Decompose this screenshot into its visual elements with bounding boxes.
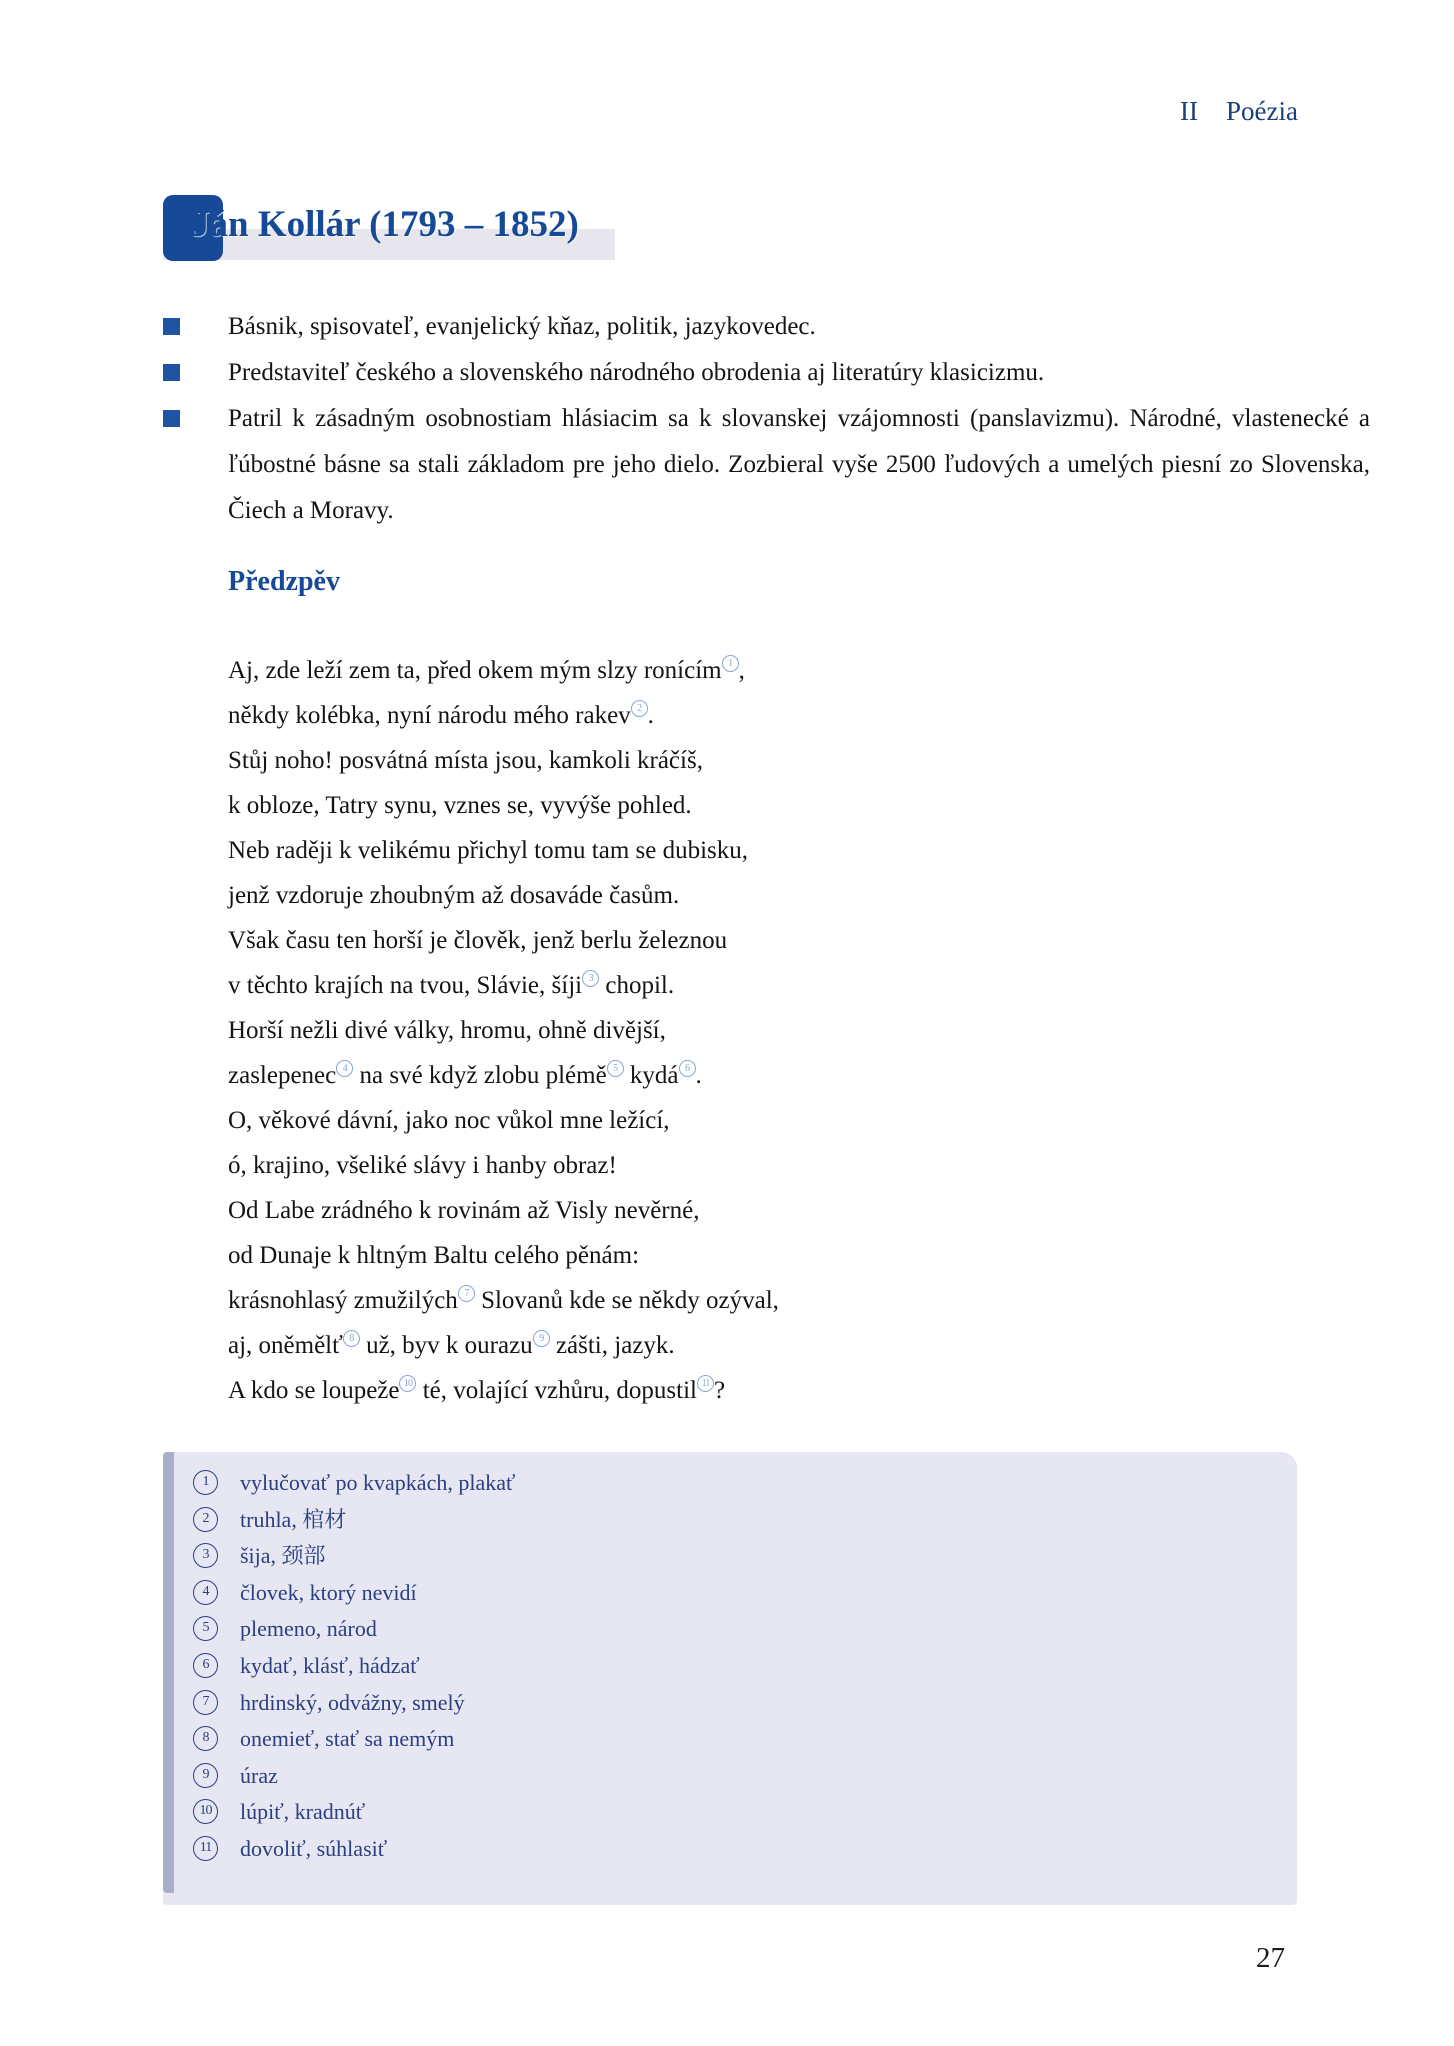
poem-line: aj, oněmělť 8 už, byv k ourazu 9 zášti, jazyk. — [228, 1332, 675, 1359]
poem-line: k obloze, Tatry synu, vznes se, vyvýše pohled. — [228, 792, 692, 819]
footnote-reference: 9 — [533, 1330, 550, 1347]
footnote-item — [193, 1724, 1297, 1761]
footnote-reference: 1 — [722, 655, 739, 672]
bullet-text: Básnik, spisovateľ, evanjelický kňaz, politik, jazykovedec. — [228, 313, 816, 340]
footnote-text: kydať, klásť, hádzať — [240, 1652, 420, 1678]
poem-line: A kdo se loupeže 10 té, volající vzhůru, dopustil 11 ? — [228, 1377, 726, 1404]
footnote-reference: 7 — [458, 1285, 475, 1302]
bullet-item — [163, 350, 1370, 396]
bullet-list — [163, 304, 1370, 534]
poem-line: O, věkové dávní, jako noc vůkol mne ležící, — [228, 1107, 670, 1134]
footnote-box — [163, 1452, 1297, 1905]
section-title: Poézia — [1226, 96, 1298, 126]
page-number: 27 — [1256, 1942, 1285, 1974]
footnote-number-icon: 5 — [193, 1616, 218, 1641]
footnote-number-icon: 10 — [193, 1799, 218, 1824]
footnote-text: vylučovať po kvapkách, plakať — [240, 1470, 516, 1495]
poem-line: Aj, zde leží zem ta, před okem mým slzy ronícím 1 , — [228, 657, 745, 684]
footnote-reference: 2 — [631, 700, 648, 717]
poem-line: Neb raději k velikému přichyl tomu tam se dubisku, — [228, 837, 749, 864]
poem-line: v těchto krajích na tvou, Slávie, šíji 3 chopil. — [228, 972, 675, 999]
footnote-reference: 11 — [697, 1375, 714, 1392]
footnote-text: lúpiť, kradnúť — [240, 1799, 366, 1825]
title-block — [163, 195, 863, 263]
footnote-reference: 8 — [343, 1330, 360, 1347]
footnote-text: onemieť, stať sa nemým — [240, 1726, 455, 1752]
poem-line: Od Labe zrádného k rovinám až Visly nevěrné, — [228, 1197, 700, 1224]
footnote-number-icon: 11 — [193, 1836, 218, 1861]
footnote-item — [193, 1541, 1297, 1578]
bullet-item — [163, 396, 1370, 534]
footnote-item — [193, 1834, 1297, 1871]
bullet-text: Predstaviteľ českého a slovenského národného obrodenia aj literatúry klasicizmu. — [228, 359, 1045, 386]
section-number: II — [1180, 96, 1199, 126]
footnote-number-icon: 7 — [193, 1690, 218, 1715]
footnote-number-icon: 8 — [193, 1726, 218, 1751]
poem — [228, 648, 1378, 1413]
footnote-number-icon: 9 — [193, 1763, 218, 1788]
footnote-number-icon: 4 — [193, 1580, 218, 1605]
footnote-number-icon: 2 — [193, 1507, 218, 1532]
footnote-text: šija, 颈部 — [240, 1543, 326, 1569]
poem-line: zaslepenec 4 na své když zlobu plémě 5 kydá 6 . — [228, 1062, 702, 1089]
footnote-reference: 3 — [582, 970, 599, 987]
poem-line: Horší nežli divé války, hromu, ohně divější, — [228, 1017, 666, 1044]
footnote-box-left-strip — [163, 1452, 174, 1893]
footnote-item — [193, 1614, 1297, 1651]
footnote-item — [193, 1578, 1297, 1615]
footnote-item — [193, 1688, 1297, 1725]
footnote-list — [163, 1452, 1297, 1871]
footnote-item — [193, 1761, 1297, 1798]
footnote-number-icon: 6 — [193, 1653, 218, 1678]
page-header — [0, 96, 1298, 127]
poem-line: Stůj noho! posvátná místa jsou, kamkoli kráčíš, — [228, 747, 703, 774]
footnote-number-icon: 3 — [193, 1543, 218, 1568]
poem-line: jenž vzdoruje zhoubným až dosaváde časům. — [228, 882, 680, 909]
footnote-item — [193, 1505, 1297, 1542]
footnote-reference: 5 — [607, 1060, 624, 1077]
footnote-item — [193, 1468, 1297, 1505]
poem-line: někdy kolébka, nyní národu mého rakev 2 . — [228, 702, 654, 729]
footnote-text: úraz — [240, 1762, 278, 1788]
bullet-square-icon — [163, 318, 180, 335]
poem-line: ó, krajino, všeliké slávy i hanby obraz! — [228, 1152, 617, 1179]
footnote-reference: 10 — [399, 1375, 416, 1392]
bullet-item — [163, 304, 1370, 350]
footnote-text: truhla, 棺材 — [240, 1506, 347, 1532]
footnote-reference: 4 — [336, 1060, 353, 1077]
footnote-text: dovoliť, súhlasiť — [240, 1835, 388, 1861]
page-title: Ján Kollár (1793 – 1852) — [191, 204, 579, 245]
footnote-number-icon: 1 — [193, 1470, 218, 1495]
bullet-square-icon — [163, 410, 180, 427]
poem-line: krásnohlasý zmužilých 7 Slovanů kde se někdy ozýval, — [228, 1287, 779, 1314]
poem-line: od Dunaje k hltným Baltu celého pěnám: — [228, 1242, 640, 1269]
footnote-reference: 6 — [679, 1060, 696, 1077]
footnote-text: človek, ktorý nevidí — [240, 1579, 417, 1605]
poem-heading: Předzpěv — [228, 566, 340, 597]
footnote-item — [193, 1797, 1297, 1834]
footnote-item — [193, 1651, 1297, 1688]
footnote-text: plemeno, národ — [240, 1616, 377, 1642]
poem-line: Však času ten horší je člověk, jenž berlu železnou — [228, 927, 728, 954]
footnote-text: hrdinský, odvážny, smelý — [240, 1689, 465, 1715]
bullet-text: Patril k zásadným osobnostiam hlásiacim sa k slovanskej vzájomnosti (panslavizmu). Národné, vlastenecké a ľúbostné básne sa stali základom pre jeho dielo. Zozbieral vyše 2500 ľudových a umelých piesní zo Slovenska, Čiech a Moravy. — [228, 405, 1370, 524]
bullet-square-icon — [163, 364, 180, 381]
